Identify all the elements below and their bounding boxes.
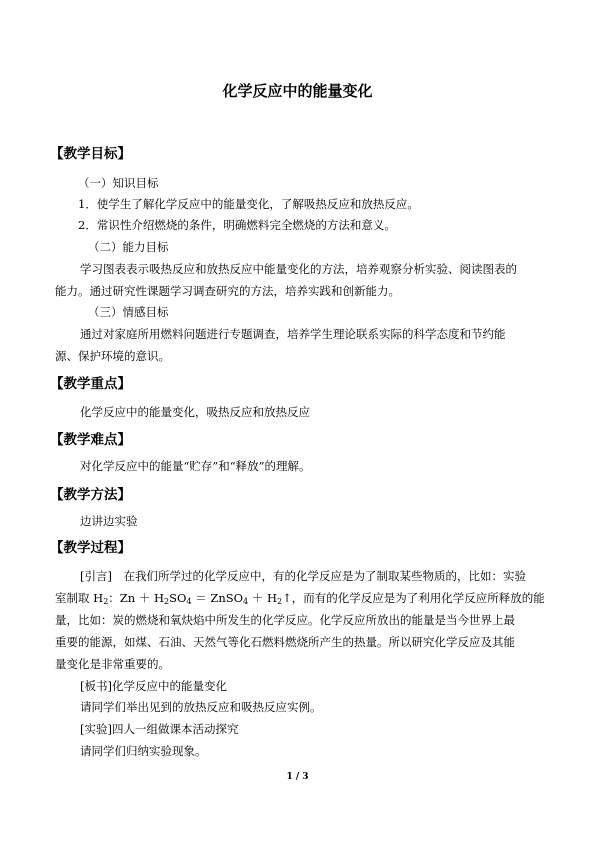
section-heading-process: 【教学过程】 bbox=[50, 540, 131, 556]
process-experiment: [实验]四人一组做课本活动探究 bbox=[80, 722, 239, 736]
process-board-note: [板书]化学反应中的能量变化 bbox=[80, 679, 227, 693]
goal-knowledge-2: 2．常识性介绍燃烧的条件，明确燃料完全燃烧的方法和意义。 bbox=[78, 218, 396, 232]
section-heading-method: 【教学方法】 bbox=[50, 487, 131, 503]
page-number: 1 / 3 bbox=[286, 772, 309, 782]
process-question: 请同学们举出见到的放热反应和吸热反应实例。 bbox=[80, 700, 322, 714]
process-intro-line-4: 重要的能源，如煤、石油、天然气等化石燃料燃烧所产生的热量。所以研究化学反应及其能 bbox=[55, 635, 515, 649]
process-intro-line-1: [引言] 在我们所学过的化学反应中，有的化学反应是为了制取某些物质的，比如：实验 bbox=[80, 569, 526, 583]
difficulty-text: 对化学反应中的能量“贮存”和“释放”的理解。 bbox=[80, 459, 311, 473]
key-point-text: 化学反应中的能量变化，吸热反应和放热反应 bbox=[80, 405, 310, 419]
process-intro-line-2: 室制取 $H_2$：$Zn + H_2SO_4$ ＝ ZnSO$_4$ ＋ $H_2↑$，而有的化学反应是为了利用化学反应所释放的能 bbox=[55, 591, 545, 606]
goal-heading-ability: （二）能力目标 bbox=[88, 240, 169, 254]
goal-emotion-line-1: 通过对家庭所用燃料问题进行专题调查，培养学生理论联系实际的科学态度和节约能 bbox=[80, 327, 506, 341]
process-intro-line-5: 量变化是非常重要的。 bbox=[55, 657, 170, 671]
goal-heading-emotion: （三）情感目标 bbox=[88, 305, 169, 319]
process-intro-line-3: 量，比如：炭的燃烧和氧炔焰中所发生的化学反应。化学反应所放出的能量是当今世界上最 bbox=[55, 613, 515, 627]
goal-ability-line-1: 学习图表表示吸热反应和放热反应中能量变化的方法，培养观察分析实验、阅读图表的 bbox=[80, 262, 517, 276]
section-heading-difficulty: 【教学难点】 bbox=[50, 432, 131, 448]
goal-ability-line-2: 能力。通过研究性课题学习调查研究的方法，培养实践和创新能力。 bbox=[55, 284, 400, 298]
section-heading-goals: 【教学目标】 bbox=[50, 146, 131, 162]
page-title: 化学反应中的能量变化 bbox=[222, 82, 373, 100]
method-text: 边讲边实验 bbox=[80, 514, 138, 528]
goal-heading-knowledge: （一）知识目标 bbox=[78, 176, 159, 190]
goal-knowledge-1: 1．使学生了解化学反应中的能量变化，了解吸热反应和放热反应。 bbox=[78, 197, 419, 211]
goal-emotion-line-2: 源、保护环境的意识。 bbox=[55, 349, 170, 363]
process-summary-request: 请同学们归纳实验现象。 bbox=[80, 744, 207, 758]
section-heading-key: 【教学重点】 bbox=[50, 376, 131, 392]
